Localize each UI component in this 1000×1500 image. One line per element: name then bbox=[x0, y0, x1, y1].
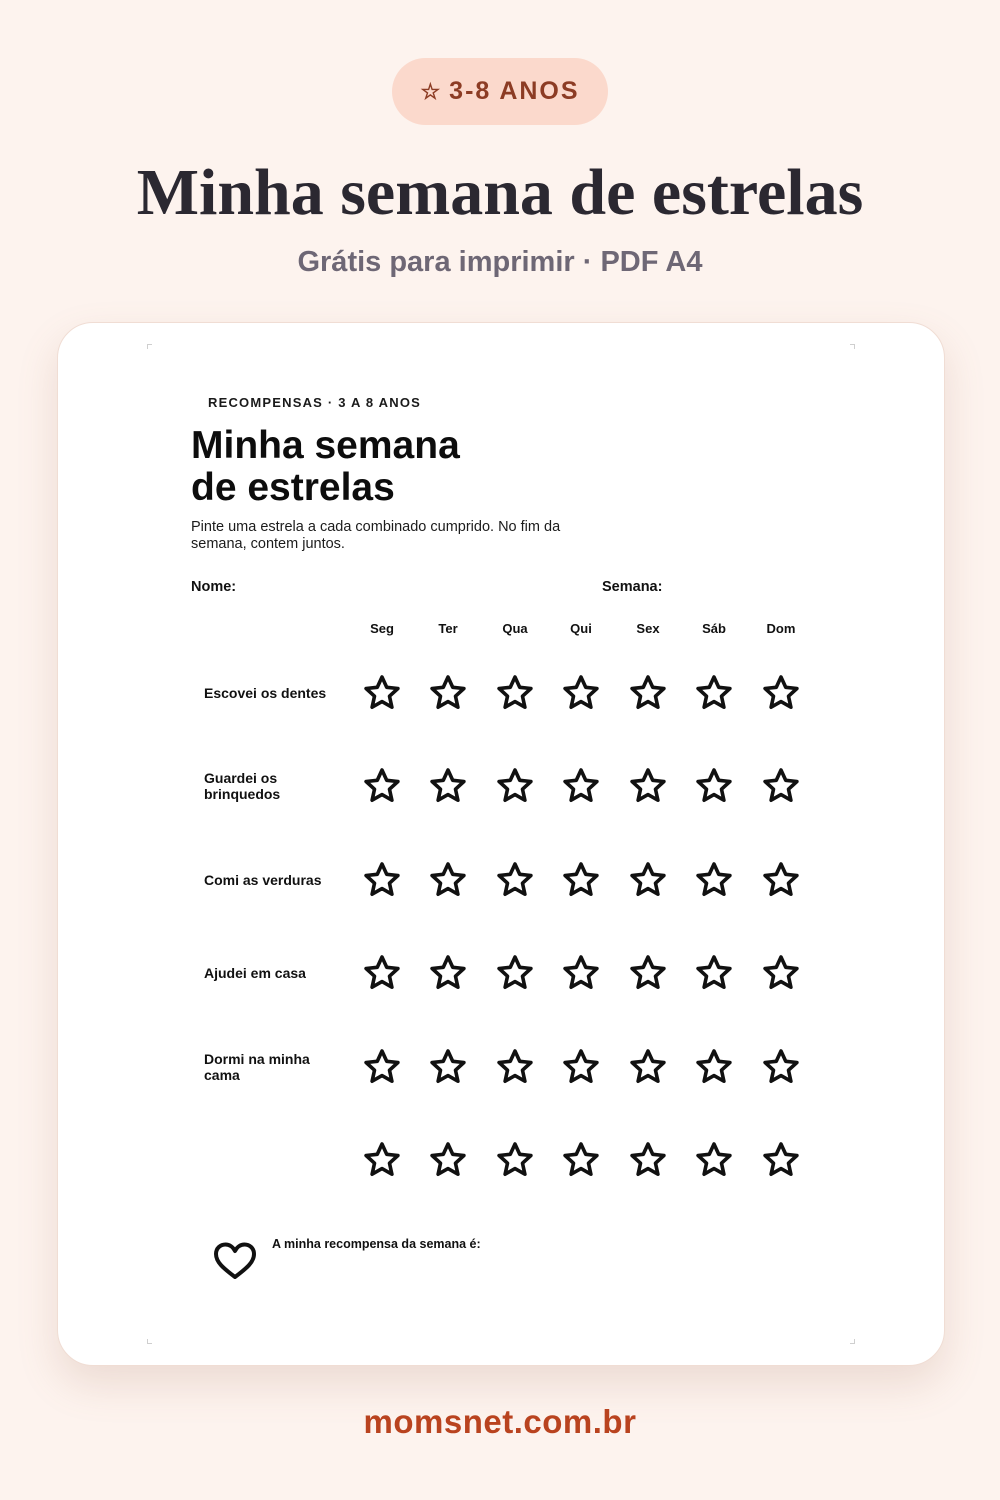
crop-mark bbox=[147, 1339, 152, 1344]
star-outline-icon[interactable] bbox=[694, 860, 734, 900]
star-outline-icon[interactable] bbox=[495, 1047, 535, 1087]
star-outline-icon[interactable] bbox=[428, 673, 468, 713]
day-header: Seg bbox=[370, 621, 394, 636]
star-outline-icon: ☆ bbox=[420, 78, 441, 104]
age-badge bbox=[392, 58, 608, 125]
day-header: Qua bbox=[502, 621, 528, 636]
reward-label: A minha recompensa da semana é: bbox=[272, 1237, 481, 1251]
star-outline-icon[interactable] bbox=[761, 860, 801, 900]
star-outline-icon[interactable] bbox=[362, 673, 402, 713]
day-header: Ter bbox=[438, 621, 458, 636]
star-outline-icon[interactable] bbox=[628, 766, 668, 806]
star-outline-icon[interactable] bbox=[561, 673, 601, 713]
task-label: Dormi na minha cama bbox=[204, 1051, 310, 1083]
age-badge-label: 3-8 ANOS bbox=[449, 77, 580, 105]
star-outline-icon[interactable] bbox=[495, 673, 535, 713]
day-header: Sáb bbox=[702, 621, 726, 636]
star-outline-icon[interactable] bbox=[628, 1047, 668, 1087]
star-outline-icon[interactable] bbox=[428, 766, 468, 806]
star-outline-icon[interactable] bbox=[694, 673, 734, 713]
sheet-intro: Pinte uma estrela a cada combinado cumprido. No fim da semana, contem juntos. bbox=[191, 519, 561, 552]
star-outline-icon[interactable] bbox=[428, 860, 468, 900]
star-outline-icon[interactable] bbox=[561, 953, 601, 993]
star-outline-icon[interactable] bbox=[362, 860, 402, 900]
hero-subtitle: Grátis para imprimir · PDF A4 bbox=[297, 246, 703, 278]
star-outline-icon[interactable] bbox=[694, 766, 734, 806]
star-outline-icon[interactable] bbox=[362, 1047, 402, 1087]
star-outline-icon[interactable] bbox=[761, 673, 801, 713]
star-outline-icon[interactable] bbox=[628, 860, 668, 900]
star-outline-icon[interactable] bbox=[561, 1047, 601, 1087]
heart-outline-icon bbox=[213, 1241, 257, 1281]
crop-mark bbox=[850, 344, 855, 349]
star-outline-icon[interactable] bbox=[628, 1140, 668, 1180]
star-outline-icon[interactable] bbox=[761, 1047, 801, 1087]
star-outline-icon[interactable] bbox=[628, 673, 668, 713]
crop-mark bbox=[147, 344, 152, 349]
star-outline-icon[interactable] bbox=[694, 953, 734, 993]
task-label: Guardei os brinquedos bbox=[204, 770, 281, 802]
star-outline-icon[interactable] bbox=[428, 1047, 468, 1087]
star-outline-icon[interactable] bbox=[428, 953, 468, 993]
task-label: Comi as verduras bbox=[204, 872, 322, 888]
crop-mark bbox=[850, 1339, 855, 1344]
sheet-title-line-1: Minha semana bbox=[191, 424, 460, 467]
star-outline-icon[interactable] bbox=[495, 766, 535, 806]
star-outline-icon[interactable] bbox=[362, 766, 402, 806]
star-outline-icon[interactable] bbox=[561, 766, 601, 806]
star-outline-icon[interactable] bbox=[428, 1140, 468, 1180]
day-header: Sex bbox=[636, 621, 660, 636]
star-outline-icon[interactable] bbox=[761, 953, 801, 993]
star-outline-icon[interactable] bbox=[561, 860, 601, 900]
star-outline-icon[interactable] bbox=[761, 766, 801, 806]
star-outline-icon[interactable] bbox=[628, 953, 668, 993]
task-label: Escovei os dentes bbox=[204, 685, 327, 701]
star-outline-icon[interactable] bbox=[362, 953, 402, 993]
site-url: momsnet.com.br bbox=[363, 1403, 637, 1440]
sheet-title bbox=[191, 425, 611, 509]
sheet-title-line-2: de estrelas bbox=[191, 466, 395, 509]
printable-preview-card bbox=[57, 322, 945, 1366]
star-outline-icon[interactable] bbox=[561, 1140, 601, 1180]
hero-title: Minha semana de estrelas bbox=[136, 156, 864, 229]
week-field-label: Semana: bbox=[602, 579, 663, 595]
star-outline-icon[interactable] bbox=[495, 1140, 535, 1180]
day-header: Qui bbox=[570, 621, 592, 636]
star-outline-icon[interactable] bbox=[761, 1140, 801, 1180]
name-field-label: Nome: bbox=[191, 579, 237, 595]
star-outline-icon[interactable] bbox=[362, 1140, 402, 1180]
star-outline-icon[interactable] bbox=[495, 860, 535, 900]
day-header: Dom bbox=[766, 621, 796, 636]
star-outline-icon[interactable] bbox=[694, 1047, 734, 1087]
star-outline-icon[interactable] bbox=[694, 1140, 734, 1180]
star-outline-icon[interactable] bbox=[495, 953, 535, 993]
sheet-eyebrow: RECOMPENSAS · 3 A 8 ANOS bbox=[208, 395, 421, 410]
task-label: Ajudei em casa bbox=[204, 965, 306, 981]
